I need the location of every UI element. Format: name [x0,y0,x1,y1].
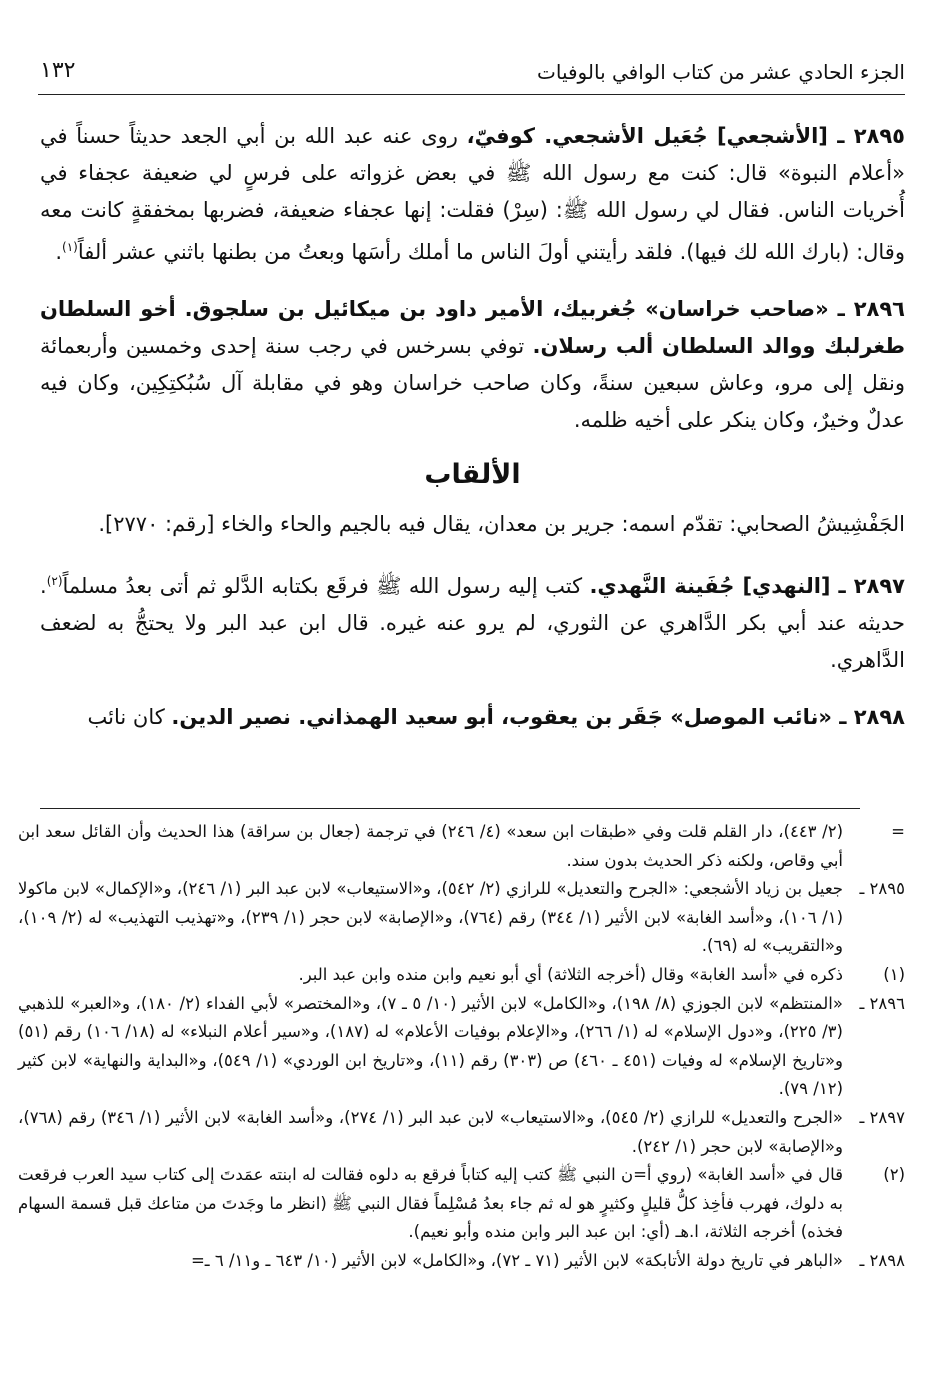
footnote-item [18,875,905,961]
footnote-item [18,961,905,990]
footnote-marker: (٢) [883,1165,905,1185]
entry-2896 [40,291,905,439]
footnote-item [18,1247,905,1276]
running-title: الجزء الحادي عشر من كتاب الوافي بالوفيات [537,60,905,84]
footnote-item [18,1161,905,1247]
footnote-divider [40,808,860,809]
footnote-ref[interactable]: (٢) [46,574,63,588]
main-text [40,118,905,756]
entry-jafshish [40,506,905,543]
entry-heading: ٢٨٩٧ ـ [النهدي] جُفَينة النَّهدي. [589,574,905,598]
entry-2895 [40,118,905,271]
footnote-marker: ٢٨٩٥ ـ [859,879,905,899]
footnote-text: «الباهر في تاريخ دولة الأتابكة» لابن الأثير (٧١ ـ ٧٢)، و«الكامل» لابن الأثير (١٠/ ٦٤٣ ـ و١١/ ٦ ـ= [190,1250,843,1270]
footnote-marker: ٢٨٩٦ ـ [859,993,905,1013]
footnote-item [18,818,905,875]
footnote-ref[interactable]: (١) [62,240,78,254]
footnote-marker: = [891,822,905,841]
footnote-text: ذكره في «أسد الغابة» وقال (أخرجه الثلاثة) أي أبو نعيم وابن منده وابن عبد البر. [298,964,843,984]
footnote-text: جعيل بن زياد الأشجعي: «الجرح والتعديل» للرازي (٢/ ٥٤٢)، و«الاستيعاب» لابن عبد البر (١/ ٢٤٦)، و«الإكمال» لابن ماكولا (١/ ١٠٦)، و«أسد الغابة» لابن الأثير (١/ ٣٤٤) رقم (٧٦٤)، و«الإصابة» لابن حجر (١/ ٢٣٩)، و«تهذيب التهذيب» له (٢/ ١٠٩)، و«التقريب» له (٦٩). [18,879,843,956]
page-number: ١٣٢ [40,58,76,83]
entry-2897 [40,563,905,679]
running-header [38,50,905,95]
entry-tail: . حديثه عند أبي بكر الدَّاهري عن الثوري، لم يرو عنه غيره. قال ابن عبد البر ولا يحتجُّ به لضعف الدَّاهري. [40,574,905,672]
entry-tail: . [55,240,63,264]
entry-2898 [40,699,905,736]
footnote-marker: ٢٨٩٧ ـ [859,1107,905,1127]
footnote-item [18,990,905,1104]
footnote-marker: (١) [883,964,905,984]
footnote-text: قال في «أسد الغابة» (روي أ=ن النبي ﷺ كتب إليه كتاباً فرقع به دلوه فقالت له ابنته عمَدتَ إلى كتاب سيد العرب فرقعت به دلوك، فهرب فأخِذ كلُّ قليلٍ وكثيرٍ هو له ثم جاء بعدُ مُسْلِماً فقال النبي ﷺ (انظر ما وجَدتَ من متاعك قبل قسمة السهام فخذه) أخرجه الثلاثة، ا.هـ (أي: ابن عبد البر وابن منده وأبو نعيم). [18,1165,843,1242]
section-title: الألقاب [424,459,521,490]
entry-text: كتب إليه رسول الله ﷺ فرقَع بكتابه الدَّلو ثم أتى بعدُ مسلماً [62,574,590,598]
entry-text: توفي بسرخس في رجب سنة إحدى وخمسين وأربعمائة ونقل إلى مرو، وعاش سبعين سنةً، وكان صاحب خراسان وهو في مقابلة آل سُبُكتِكِين، وكان فيه عدلٌ وخيرٌ، وكان ينكر على أخيه ظلمه. [40,334,905,432]
footnote-text: (٢/ ٤٤٣)، دار القلم قلت وفي «طبقات ابن سعد» (٤/ ٢٤٦) في ترجمة (جعال بن سراقة) هذا الحديث وأن القائل سعد ابن أبي وقاص، ولكنه ذكر الحديث بدون سند. [18,822,843,870]
entry-heading: ٢٨٩٥ ـ [الأشجعي] جُعَيل الأشجعي. كوفيّ، [466,124,905,148]
entry-text: روى عنه عبد الله بن أبي الجعد حديثاً حسناً في «أعلام النبوة» قال: كنت مع رسول الله ﷺ في بعض غزواته على فرسٍ لي ضعيفة عجفاء في أُخريات الناس. فقال لي رسول الله ﷺ: (سِرْ) فقلت: إنها عجفاء ضعيفة، فضربها بمخفقةٍ كانت معه وقال: (بارك الله لك فيها). فلقد رأيتني أولَ الناس ما أملك رأسَها وبعتُ من بطنها باثني عشر ألفاً [40,124,905,264]
footnote-text: «الجرح والتعديل» للرازي (٢/ ٥٤٥)، و«الاستيعاب» لابن عبد البر (١/ ٢٧٤)، و«أسد الغابة» لابن الأثير (١/ ٣٤٦) رقم (٧٦٨)، و«الإصابة» لابن حجر (١/ ٢٤٢). [18,1107,843,1156]
entry-text: كان نائب [87,705,172,729]
footnotes [18,818,905,1276]
footnote-item [18,1104,905,1161]
footnote-text: «المنتظم» لابن الجوزي (٨/ ١٩٨)، و«الكامل» لابن الأثير (١٠/ ٥ ـ ٧)، و«المختصر» لأبي الفداء (٢/ ١٨٠)، و«العبر» للذهبي (٣/ ٢٢٥)، و«دول الإسلام» له (١/ ٢٦٦)، و«الإعلام بوفيات الأعلام» له (١٨٧)، و«سير أعلام النبلاء» له (١٨/ ١٠٦) رقم (٥١) و«تاريخ الإسلام» له وفيات (٤٥١ ـ ٤٦٠) ص (٣٠٣) رقم (١١)، و«تاريخ ابن الوردي» (١/ ٥٤٩)، و«البداية والنهاية» لابن كثير (١٢/ ٧٩). [18,993,844,1099]
entry-heading: ٢٨٩٦ ـ «صاحب خراسان» جُغربيك، الأمير داود بن ميكائيل بن سلجوق. أخو السلطان طغرلبك ووالد السلطان ألب رسلان. [40,297,906,358]
entry-heading: ٢٨٩٨ ـ «نائب الموصل» جَقَر بن يعقوب، أبو سعيد الهمذاني. نصير الدين. [171,705,905,729]
entry-text: الجَفْشِيشُ الصحابي: تقدّم اسمه: جرير بن معدان، يقال فيه بالجيم والحاء والخاء [رقم: ٢٧٧٠]. [98,512,905,536]
footnote-marker: ٢٨٩٨ ـ [859,1250,905,1270]
